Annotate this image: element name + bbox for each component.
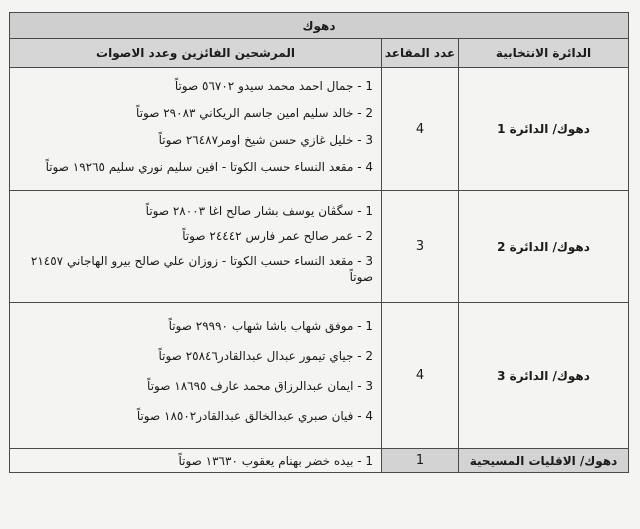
candidate-entry: 1 - بيده خضر بهنام يعقوب ١٣٦٣٠ صوتاً [178,453,374,468]
candidates-cell [10,449,382,473]
header-district: الدائرة الانتخابية [459,39,629,68]
candidate-entry: 2 - خالد سليم امين جاسم الريكاني ٢٩٠٨٣ صوتاً [136,106,374,120]
candidate-entry: 2 - عمر صالح عمر فارس ٢٤٤٤٢ صوتاً [182,229,374,243]
table-row [10,191,629,303]
table-row [10,303,629,449]
candidate-entry: 1 - جمال احمد محمد سيدو ٥٦٧٠٢ صوتاً [174,79,374,93]
district-cell: دهوك/ الاقليات المسيحية [459,449,629,473]
candidates-cell [10,303,382,449]
table-title-row [10,13,629,39]
district-cell: دهوك/ الدائرة 3 [459,303,629,449]
candidate-entry: 3 - خليل غازي حسن شيخ اومر٢٦٤٨٧ صوتاً [158,133,374,147]
candidate-entry: 2 - جياي تيمور عبدال عبدالقادر٢٥٨٤٦ صوتاً [158,348,374,363]
candidate-entry: 1 - سگڤان يوسف بشار صالح اغا ٢٨٠٠٣ صوتاً [145,204,374,218]
seats-cell: 1 [382,449,459,473]
district-cell: دهوك/ الدائرة 2 [459,191,629,303]
candidate-entry: 1 - موفق شهاب باشا شهاب ٢٩٩٩٠ صوتاً [168,318,374,333]
candidate-entry: 3 - ايمان عبدالرزاق محمد عارف ١٨٦٩٥ صوتاً [147,378,374,393]
seats-cell: 4 [382,68,459,191]
district-cell: دهوك/ الدائرة 1 [459,68,629,191]
table-row [10,68,629,191]
table-title: دهوك [10,13,629,39]
header-seats: عدد المقاعد [382,39,459,68]
table-header-row [10,39,629,68]
candidates-cell [10,191,382,303]
header-candidates: المرشحين الفائزين وعدد الاصوات [10,39,382,68]
candidate-entry: 4 - فيان صبري عبدالخالق عبدالقادر١٨٥٠٢ صوتاً [136,408,374,423]
candidates-cell [10,68,382,191]
seats-cell: 3 [382,191,459,303]
seats-cell: 4 [382,303,459,449]
table-row [10,449,629,473]
election-results-table [9,12,629,473]
candidate-entry: 3 - مقعد النساء حسب الكوتا - زوزان علي صالح بيرو الهاجاني ٢١٤٥٧ صوتاً [30,254,374,284]
candidate-entry: 4 - مقعد النساء حسب الكوتا - افين سليم نوري سليم ١٩٢٦٥ صوتاً [45,160,374,174]
